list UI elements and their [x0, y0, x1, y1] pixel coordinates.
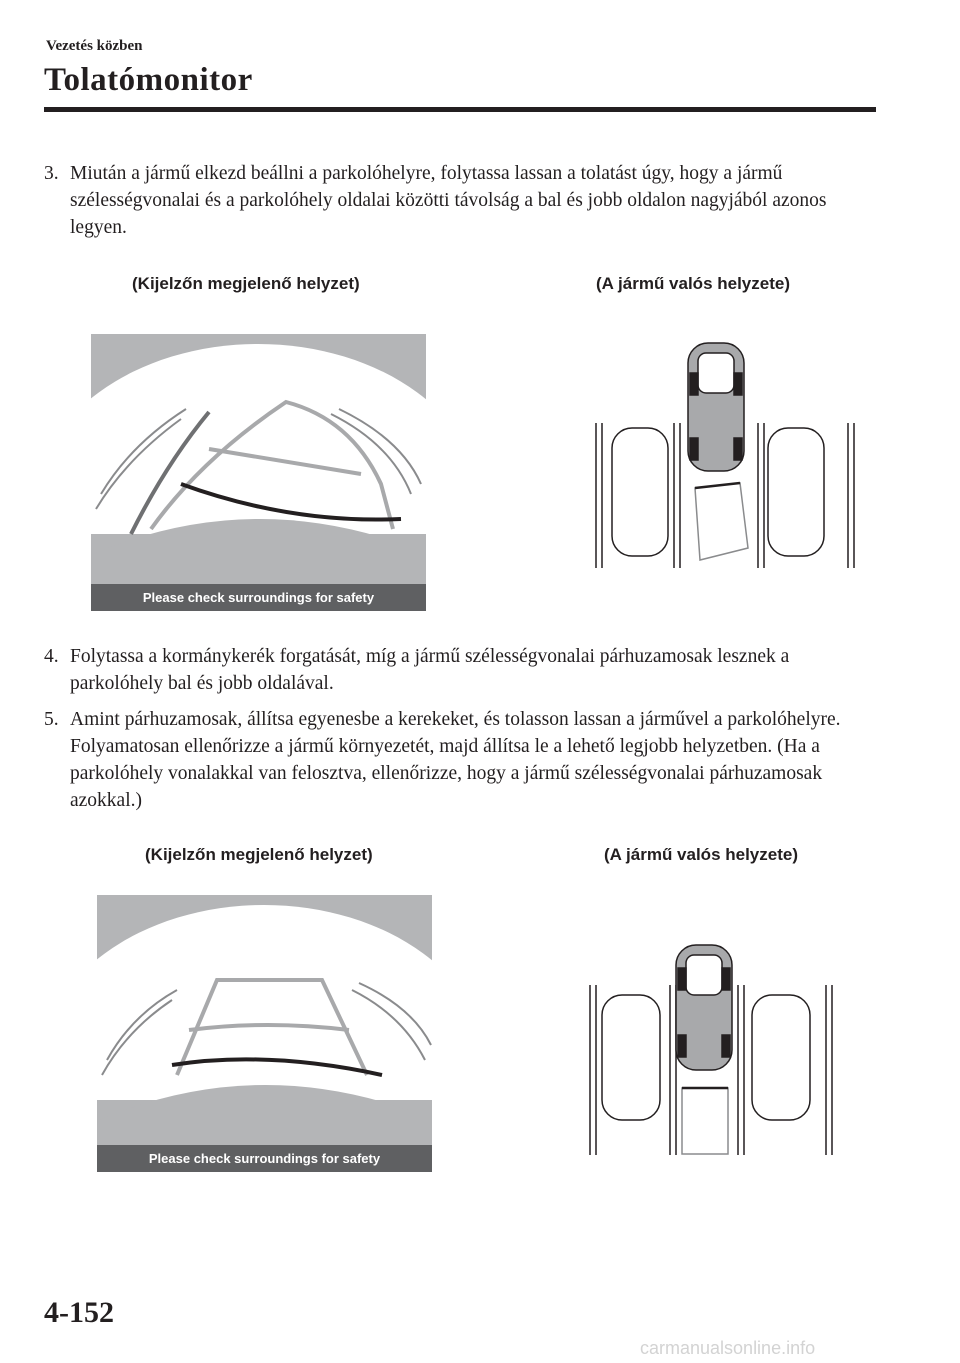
- section-label: Vezetés közben: [46, 38, 143, 54]
- step-text: Amint párhuzamosak, állítsa egyenesbe a kerekeket, és tolasson lassan a járművel a parkolóhelyre. Folyamatosan ellenőrizze a jármű környezetét, majd állítsa le a lehető legjobb helyzetben. (Ha a parkolóhely vonalakkal van felosztva, ellenőrizze, hogy a jármű szélességvonalai párhuzamosak azokkal.): [70, 709, 841, 811]
- safety-banner: Please check surroundings for safety: [97, 1145, 432, 1172]
- camera-view-illustration: [91, 334, 426, 611]
- page-title: Tolatómonitor: [44, 62, 253, 98]
- figure-1-actual-caption: (A jármű valós helyzete): [596, 274, 790, 293]
- step-5: [44, 706, 870, 814]
- page-number: 4-152: [44, 1296, 114, 1329]
- figure-2-camera-screen: [97, 895, 432, 1172]
- watermark: carmanualsonline.info: [640, 1338, 816, 1358]
- figure-2-screen-caption: (Kijelzőn megjelenő helyzet): [145, 845, 373, 864]
- step-number: 3.: [44, 163, 59, 184]
- figure-1-parking-illustration: [590, 338, 860, 570]
- figure-1-screen-caption: (Kijelzőn megjelenő helyzet): [132, 274, 360, 293]
- figure-2-actual-caption: (A jármű valós helyzete): [604, 845, 798, 864]
- figure-1-camera-screen: [91, 334, 426, 611]
- step-text: Miután a jármű elkezd beállni a parkolóhelyre, folytassa lassan a tolatást úgy, hogy a jármű szélességvonalai és a parkolóhely oldalai közötti távolság a bal és jobb oldalon nagyjából azonos legyen.: [70, 163, 827, 238]
- step-number: 5.: [44, 709, 59, 730]
- camera-view-illustration: [97, 895, 432, 1172]
- step-3: [44, 160, 870, 241]
- safety-banner: Please check surroundings for safety: [91, 584, 426, 611]
- step-number: 4.: [44, 646, 59, 667]
- step-4: [44, 643, 870, 697]
- figure-2-parking-illustration: [588, 940, 848, 1158]
- title-rule: [44, 107, 876, 112]
- step-text: Folytassa a kormánykerék forgatását, míg a jármű szélességvonalai párhuzamosak lesznek a parkolóhely bal és jobb oldalával.: [70, 646, 790, 694]
